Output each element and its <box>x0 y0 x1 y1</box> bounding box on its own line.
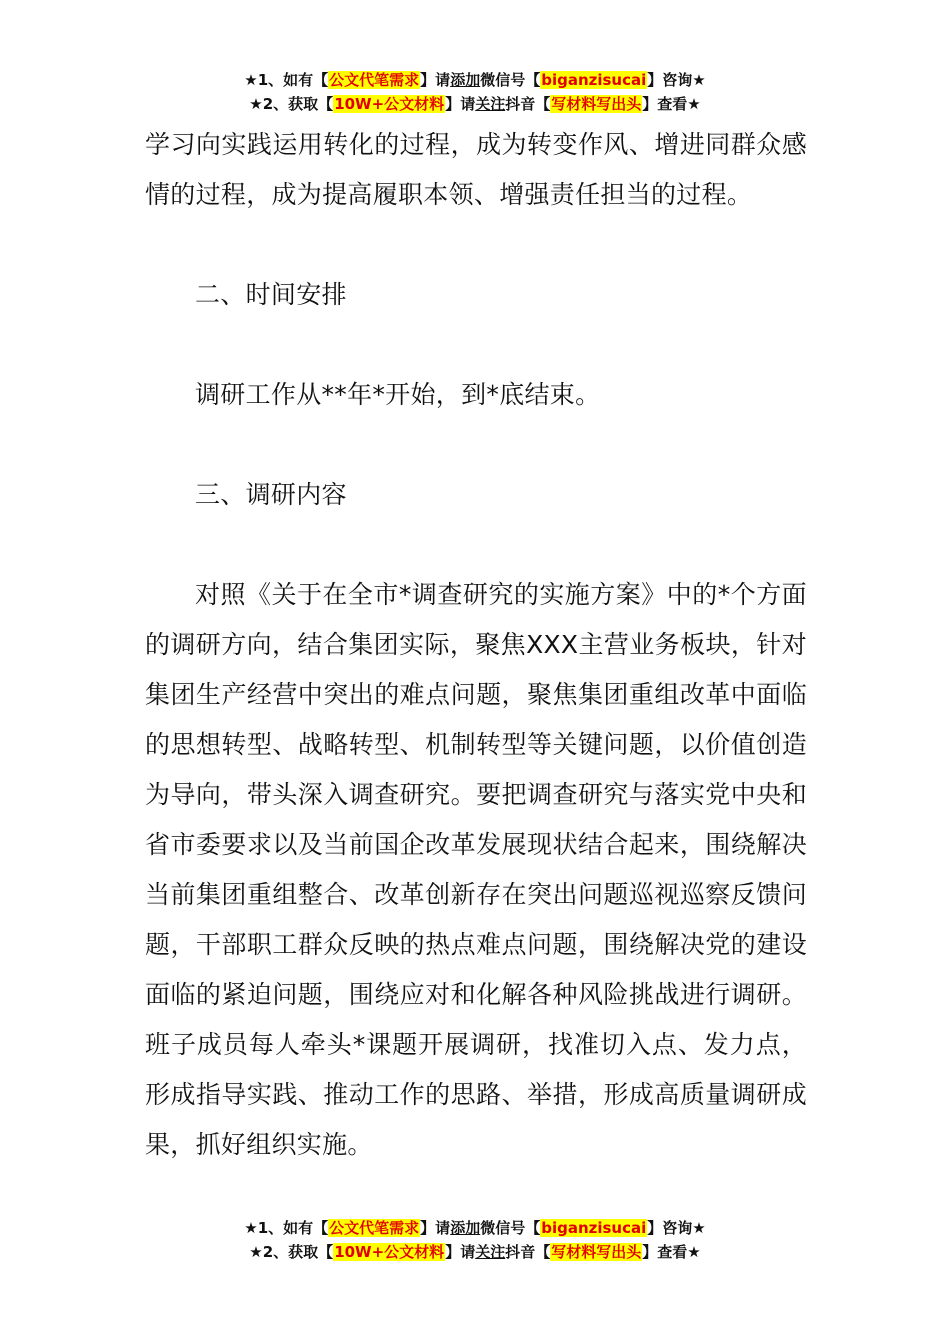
section-heading-content: 三、调研内容 <box>195 480 347 509</box>
banner-highlight-service: 公文代笔需求 <box>329 71 420 89</box>
banner-highlight-douyin: 写材料写出头 <box>551 1243 642 1261</box>
top-banner <box>0 68 950 116</box>
banner-line-1: ★1、如有【公文代笔需求】请添加微信号【biganzisucai】咨询★ <box>244 1219 706 1237</box>
banner-line-2: ★2、获取【10W+公文材料】请关注抖音【写材料写出头】查看★ <box>249 95 701 113</box>
banner-highlight-wechat: biganzisucai <box>541 71 647 89</box>
banner-highlight-materials: 10W+公文材料 <box>334 95 445 113</box>
banner-highlight-materials: 10W+公文材料 <box>334 1243 445 1261</box>
banner-highlight-douyin: 写材料写出头 <box>551 95 642 113</box>
bottom-banner <box>0 1216 950 1264</box>
paragraph-continuation: 学习向实践运用转化的过程，成为转变作风、增进同群众感情的过程，成为提高履职本领、增强责任担当的过程。 <box>145 130 807 209</box>
banner-highlight-service: 公文代笔需求 <box>329 1219 420 1237</box>
banner-line-1: ★1、如有【公文代笔需求】请添加微信号【biganzisucai】咨询★ <box>244 71 706 89</box>
banner-line-2: ★2、获取【10W+公文材料】请关注抖音【写材料写出头】查看★ <box>249 1243 701 1261</box>
paragraph-time: 调研工作从**年*开始，到*底结束。 <box>195 380 601 409</box>
section-heading-time: 二、时间安排 <box>195 280 347 309</box>
paragraph-content: 对照《关于在全市*调查研究的实施方案》中的*个方面的调研方向，结合集团实际，聚焦XXX主营业务板块，针对集团生产经营中突出的难点问题，聚焦集团重组改革中面临的思想转型、战略转型、机制转型等关键问题，以价值创造为导向，带头深入调查研究。要把调查研究与落实党中央和省市委要求以及当前国企改革发展现状结合起来，围绕解决当前集团重组整合、改革创新存在突出问题巡视巡察反馈问题，干部职工群众反映的热点难点问题，围绕解决党的建设面临的紧迫问题，围绕应对和化解各种风险挑战进行调研。班子成员每人牵头*课题开展调研，找准切入点、发力点，形成指导实践、推动工作的思路、举措，形成高质量调研成果，抓好组织实施。 <box>145 580 807 1159</box>
document-body <box>145 120 807 1170</box>
banner-highlight-wechat: biganzisucai <box>541 1219 647 1237</box>
